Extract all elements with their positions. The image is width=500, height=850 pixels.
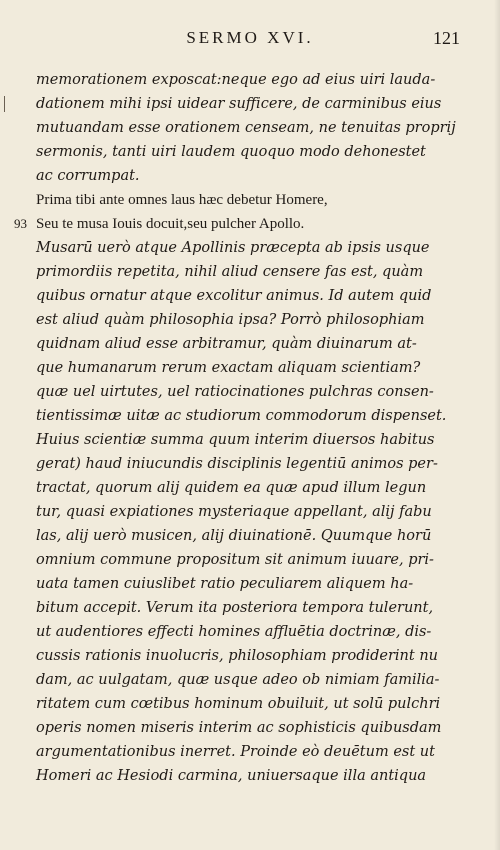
text-line: gerat) haud iniucundis disciplinis legentiū animos per- [36,456,438,472]
text-line: que humanarum rerum exactam aliquam scientiam? [36,360,421,376]
text-line: dam, ac uulgatam, quæ usque adeo ob nimiam familia- [36,672,440,688]
text-line: argumentationibus inerret. Proinde eò deuētum est ut [36,744,435,760]
text-line: quibus ornatur atque excolitur animus. Id autem quid [36,288,432,304]
text-line: Homeri ac Hesiodi carmina, uniuersaque illa antiqua [36,768,427,784]
page-edge-shadow [494,0,500,850]
text-line: cussis rationis inuolucris, philosophiam prodiderint nu [36,648,438,664]
text-line: las, alij uerò musicen, alij diuinationē. Quumque horū [36,528,432,544]
verse-line-text: Seu te musa Iouis docuit,seu pulcher Apollo. [36,216,305,232]
margin-mark [4,96,5,112]
verse-line: Prima tibi ante omnes laus hæc debetur Homere, [36,192,328,208]
running-head: SERMO XVI. [186,28,314,47]
text-line: omnium commune propositum sit animum iuuare, pri- [36,552,434,568]
text-line: Musarū uerò atque Apollinis præcepta ab ipsis usque [36,240,430,256]
text-block [14,68,456,788]
text-line: memorationem exposcat:neque ego ad eius uiri lauda- [36,72,436,88]
text-line: quidnam aliud esse arbitramur, quàm diuinarum at- [36,336,417,352]
verse-line [14,212,456,236]
text-line: est aliud quàm philosophia ipsa? Porrò philosophiam [36,312,425,328]
text-line: sermonis, tanti uiri laudem quoquo modo dehonestet [36,144,426,160]
verse-number: 93 [14,216,27,231]
text-line: primordiis repetita, nihil aliud censere fas est, quàm [36,264,424,280]
text-line: quæ uel uirtutes, uel ratiocinationes pulchras consen- [36,384,434,400]
page-header [34,28,466,52]
text-line: tractat, quorum alij quidem ea quæ apud illum legun [36,480,427,496]
text-line: tur, quasi expiationes mysteriaque appellant, alij fabu [36,504,432,520]
text-line: operis nomen miseris interim ac sophisticis quibusdam [36,720,442,736]
text-line: Huius scientiæ summa quum interim diuersos habitus [36,432,435,448]
text-line: ac corrumpat. [36,168,140,184]
text-line: mutuandam esse orationem censeam, ne tenuitas proprij [36,120,456,136]
page-number: 121 [433,28,460,48]
text-line: bitum accepit. Verum ita posteriora tempora tulerunt, [36,600,434,616]
text-line: ut audentiores effecti homines affluētia doctrinæ, dis- [36,624,432,640]
text-line: uata tamen cuiuslibet ratio peculiarem aliquem ha- [36,576,414,592]
text-line: ritatem cum cœtibus hominum obuiluit, ut solū pulchri [36,696,441,712]
text-line: dationem mihi ipsi uidear sufficere, de carminibus eius [36,96,442,112]
text-line: tientissimæ uitæ ac studiorum commodorum dispenset. [36,408,447,424]
